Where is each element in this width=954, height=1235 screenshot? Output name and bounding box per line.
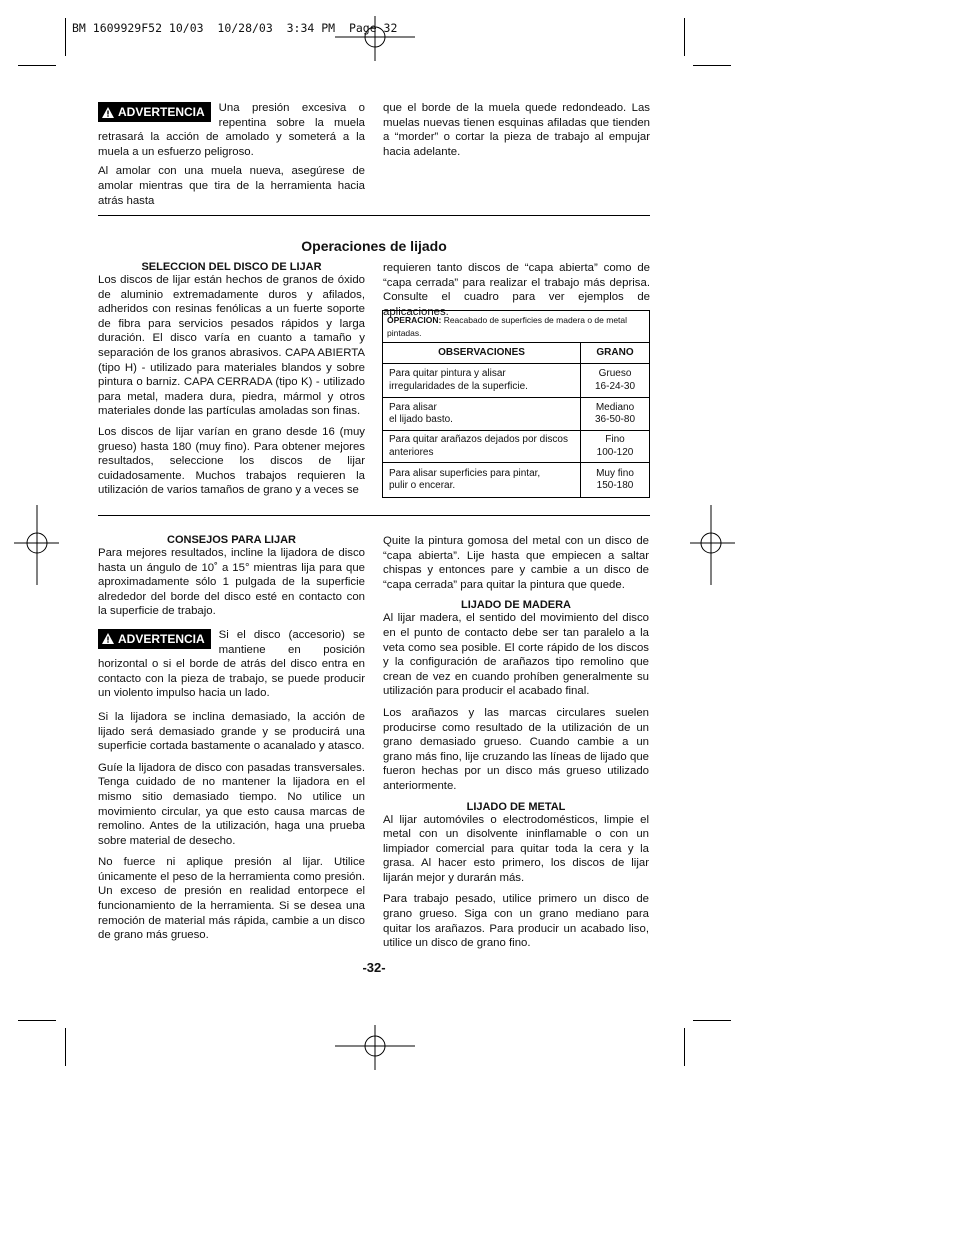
- metal-paragraph: Al lijar automóviles o electrodomésticos, limpie el metal con un disolvente ininflamable o con un limpiador comercial para quitar toda la cera y la grasa. Al hacer esto primero, los discos de lijar lijarán mejor y durarán más.: [383, 813, 649, 884]
- warning-label: ADVERTENCIA: [118, 104, 205, 119]
- table-row: [383, 364, 650, 398]
- consejos-paragraph: Para mejores resultados, incline la lijadora de disco hasta un ángulo de 10˚ a 15° mientras lija para que aproximadamente sólo 1 pulgada de la superficie alrededor del borde del disco esté en contacto con la superficie de trabajo.: [98, 547, 365, 618]
- grain-name: Grueso: [598, 368, 632, 379]
- grain-values: 16-24-30: [594, 380, 636, 392]
- seleccion-paragraph: Los discos de lijar están hechos de granos de óxido de aluminio extremadamente duros y afilados, adheridos con resinas fenólicas a un fuerte soporte de fibra para servicios pesados rápidos y larga duración. El disco varía en cuanto a tamaño y separación de los granos abrasivos. CAPA ABIERTA (tipo H) - utilizado para materiales blandos y sobre pintura o barniz. CAPA CERRADA (tipo K) - utilizado para metal, madera dura, piedra, mármol y otros materiales donde las partículas amoladas son finas.: [98, 274, 365, 418]
- madera-paragraph: Los arañazos y las marcas circulares suelen producirse como resultado de la utilización de un grano demasiado grueso. Cuando cambie a un grano más fino, lije cruzando las líneas de lijado que fueron hechas por un disco más grueso utilizado anteriormente.: [383, 706, 649, 792]
- warning-triangle-icon: [102, 107, 114, 118]
- consejos-warning-text: Si el disco (accesorio) se mantiene en posición horizontal o si el borde de atrás del disco entra en contacto con la pieza de trabajo, se puede producir un violento impulso hacia un lado.: [98, 628, 365, 700]
- grain-name: Muy fino: [596, 467, 634, 479]
- obs-line: pulir o encerar.: [389, 480, 456, 491]
- crop-mark: [65, 18, 66, 56]
- section-title: Operaciones de lijado: [301, 238, 447, 254]
- table-row: [383, 398, 650, 431]
- page-number: -32-: [362, 960, 386, 975]
- madera-heading: LIJADO DE MADERA: [460, 599, 571, 612]
- crop-mark: [65, 1028, 66, 1066]
- consejos-paragraph: Guíe la lijadora de disco con pasadas transversales. Tenga cuidado de no mantener la lijadora en el mismo sitio demasiado tiempo. No utilice un movimiento circular, ya que esto causa marcas de remolino. Antes de la utilización, haga una prueba sobre material de desecho.: [98, 761, 365, 847]
- obs-line: Para alisar: [389, 401, 437, 413]
- table-cell-obs: [383, 364, 581, 398]
- registration-mark-left: [14, 505, 59, 585]
- operation-text: Reacabado de superficies de madera o de metal pintadas.: [387, 315, 628, 338]
- metal-heading: LIJADO DE METAL: [466, 800, 566, 813]
- grain-values: 36-50-80: [594, 414, 636, 425]
- seleccion-paragraph: Los discos de lijar varían en grano desde 16 (muy grueso) hasta 180 (muy fino). Para obtener mejores resultados, seleccione los discos de lijar cuidadosamente. Muchos trabajos requieren la utilización de varios tamaños de grano y a veces se: [98, 425, 365, 497]
- table-row: [383, 431, 650, 463]
- consejos-heading: CONSEJOS PARA LIJAR: [167, 534, 296, 546]
- operation-label: OPERACION:: [387, 315, 442, 325]
- top-right-column: [383, 101, 650, 159]
- table-cell-grain: [581, 463, 650, 498]
- table-cell-grain: [581, 398, 650, 431]
- right-bottom-column: [383, 534, 649, 951]
- operation-row: [383, 311, 650, 343]
- table-cell-grain: [581, 364, 650, 398]
- table-cell-obs: [383, 431, 581, 463]
- metal-paragraph: Para trabajo pesado, utilice primero un disco de grano grueso. Siga con un grano mediano para quitar los arañazos. Para producir un acabado liso, utilice un disco de grano fino.: [383, 893, 649, 950]
- crop-mark: [684, 1028, 685, 1066]
- consejos-column: [98, 534, 365, 943]
- crop-mark: [684, 18, 685, 56]
- obs-line: el lijado basto.: [389, 414, 453, 425]
- table-cell-obs: [383, 463, 581, 498]
- section-divider: [98, 515, 650, 516]
- grain-name: Fino: [605, 434, 625, 445]
- warning-badge: [98, 102, 211, 122]
- crop-mark: [693, 65, 731, 66]
- crop-mark: [18, 1020, 56, 1021]
- warning-triangle-icon: [102, 633, 114, 644]
- top-left-column: [98, 101, 365, 208]
- top-warning-text: Una presión excesiva o repentina sobre la muela retrasará la acción de amolado y someterá a la muela a un esfuerzo peligroso.: [98, 102, 365, 158]
- obs-line: irregularidades de la superficie.: [389, 380, 528, 392]
- seleccion-column: [98, 261, 365, 498]
- warning-badge: [98, 629, 211, 649]
- table-cell-grain: [581, 431, 650, 463]
- table-cell-obs: [383, 398, 581, 431]
- registration-mark-right: [690, 505, 735, 585]
- header-grano: GRANO: [581, 343, 650, 364]
- grain-name: Mediano: [595, 401, 635, 413]
- top-paragraph-continued: que el borde de la muela quede redondeado. Las muelas nuevas tienen esquinas afiladas que tienden a “morder” o cortar la pieza de trabajo al empujar hacia adelante.: [383, 102, 650, 158]
- obs-line: anteriores: [389, 446, 434, 458]
- seleccion-paragraph-continued: requieren tanto discos de “capa abierta” como de “capa cerrada” para realizar el trabajo más deprisa. Consulte el cuadro para ver ejemplos de aplicaciones.: [383, 262, 650, 318]
- obs-line: Para quitar pintura y alisar: [389, 368, 506, 379]
- crop-mark: [693, 1020, 731, 1021]
- obs-line: Para quitar arañazos dejados por discos: [389, 434, 568, 445]
- table-row: [383, 463, 650, 498]
- grain-table: [382, 310, 650, 498]
- registration-mark-bottom: [335, 1025, 415, 1070]
- top-paragraph: Al amolar con una muela nueva, asegúrese de amolar mientras que tira de la herramienta hacia atrás hasta: [98, 165, 365, 207]
- section-divider: [98, 215, 650, 216]
- obs-line: Para alisar superficies para pintar,: [389, 467, 541, 479]
- madera-paragraph: Al lijar madera, el sentido del movimiento del disco en el punto de contacto debe ser tan paralelo a la veta como sea posible. El corte rápido de los discos y la configuración de arañazos tipo remolino que crean de vez en cuando prohíben generalmente su utilización para producir el acabado final.: [383, 612, 649, 698]
- consejos-paragraph: No fuerce ni aplique presión al lijar. Utilice únicamente el peso de la herramienta como presión. Un exceso de presión en realidad entorpece el funcionamiento de la herramienta. Si se desea una remoción de material más rápida, cambie a un disco de grano más grueso.: [98, 856, 365, 942]
- warning-label: ADVERTENCIA: [118, 631, 205, 646]
- grain-values: 100-120: [596, 446, 634, 458]
- grain-values: 150-180: [596, 480, 634, 491]
- header-observaciones: OBSERVACIONES: [383, 343, 581, 364]
- crop-mark: [18, 65, 56, 66]
- paint-removal-paragraph: Quite la pintura gomosa del metal con un disco de “capa abierta”. Lije hasta que empiecen a saltar chispas y entonces pare y cambie a un disco de “capa cerrada” para quitar la pintura que quede.: [383, 535, 649, 591]
- print-slug: BM 1609929F52 10/03 10/28/03 3:34 PM Page 32: [72, 21, 398, 35]
- seleccion-heading: SELECCION DEL DISCO DE LIJAR: [141, 261, 322, 273]
- consejos-paragraph: Si la lijadora se inclina demasiado, la acción de lijado será demasiado grande y se producirá una superficie cortada bastamente o acanalado y atasco.: [98, 710, 365, 753]
